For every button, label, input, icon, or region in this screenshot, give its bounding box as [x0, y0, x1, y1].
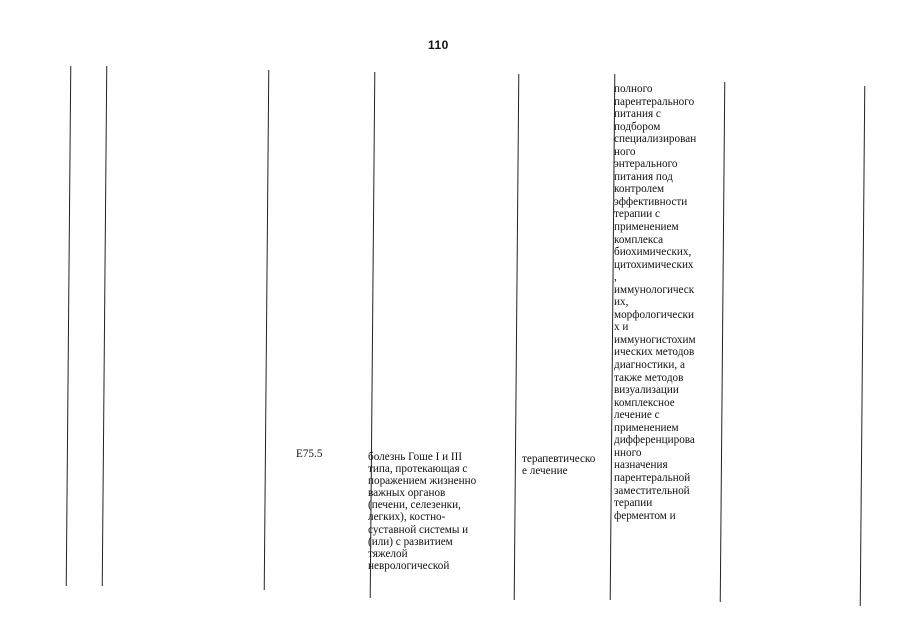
cell-treatment-type: терапевтическо е лечение: [522, 453, 596, 478]
table-column-divider: [102, 66, 108, 586]
cell-diagnosis: болезнь Гоше I и III типа, протекающая с поражением жизненно важных органов (печени, селезенки, легких), костно- суставной системы и (или) с развитием тяжелой неврологической: [368, 451, 477, 572]
cell-treatment-method: полного парентерального питания с подбором специализирован ного энтерального питания под контролем эффективности терапии с применением комплекса биохимических, цитохимических , иммунологическ их, морфологически х и иммуногистохим ических методов диагностики, а также методов визуализации комплексное лечение с применением дифференцирова нного назначения парентеральной заместительной терапии ферментом и: [614, 83, 697, 522]
table-border-right: [860, 86, 866, 606]
table-column-divider: [720, 82, 726, 602]
page-number: 110: [428, 38, 449, 52]
table-column-divider: [264, 70, 270, 590]
cell-code: E75.5: [296, 448, 323, 460]
table-column-divider: [514, 74, 520, 600]
table-border-left: [66, 66, 72, 586]
